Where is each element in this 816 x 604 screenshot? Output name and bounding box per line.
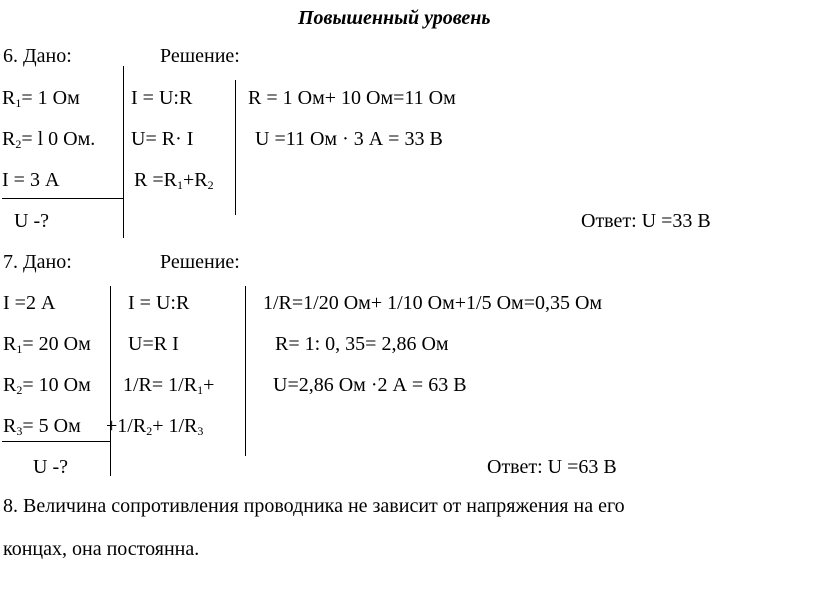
solution-divider	[245, 286, 246, 456]
solution-heading: Решение:	[160, 45, 240, 67]
solution-heading: Решение:	[160, 251, 240, 273]
formula-series: $R =R_1+R_2$	[134, 169, 214, 192]
given-heading: 7. Дано:	[3, 251, 72, 273]
formula-ohms-law: I = U:R	[128, 292, 190, 314]
given-r2: $R_2= l$ 0 Ом.	[2, 128, 96, 151]
given-divider	[123, 66, 124, 238]
calc-voltage: U =11 Ом · 3 А = 33 В	[255, 128, 443, 150]
given-r3: $R_3= 5$ Ом	[3, 415, 81, 438]
find-divider	[2, 198, 123, 199]
answer: Ответ: U =33 В	[581, 210, 711, 232]
formula-parallel: $1/R= 1/R_1+$	[123, 374, 215, 397]
given-heading: 6. Дано:	[3, 45, 72, 67]
answer: Ответ: U =63 В	[487, 456, 617, 478]
answer-text-line-2: концах, она постоянна.	[3, 538, 200, 560]
formula-voltage: U= R· I	[131, 128, 194, 150]
page-title: Повышенный уровень	[298, 7, 491, 29]
calc-inverse-resistance: 1/R=1/20 Ом+ 1/10 Ом+1/5 Ом=0,35 Ом	[263, 292, 603, 314]
formula-parallel-cont: $+1/R_2+ 1/R_3$	[106, 415, 204, 438]
solution-divider	[235, 80, 236, 215]
given-r1: $R_1= 1$ Ом	[2, 87, 80, 110]
calc-resistance: R= 1: 0, 35= 2,86 Ом	[275, 333, 449, 355]
given-current: I = 3 А	[2, 169, 60, 191]
formula-ohms-law: I = U:R	[131, 87, 193, 109]
given-r1: $R_1= 20$ Ом	[3, 333, 91, 356]
find-divider	[2, 441, 110, 442]
formula-voltage: U=R I	[128, 333, 179, 355]
find-voltage: U -?	[33, 456, 68, 478]
find-voltage: U -?	[14, 210, 49, 232]
calc-resistance: R = 1 Ом+ 10 Ом=11 Ом	[248, 87, 456, 109]
answer-text-line-1: 8. Величина сопротивления проводника не зависит от напряжения на его	[3, 495, 625, 517]
given-divider	[110, 286, 111, 476]
calc-voltage: U=2,86 Ом ·2 А = 63 В	[273, 374, 467, 396]
given-r2: $R_2= 10$ Ом	[3, 374, 91, 397]
given-current: I =2 А	[3, 292, 56, 314]
